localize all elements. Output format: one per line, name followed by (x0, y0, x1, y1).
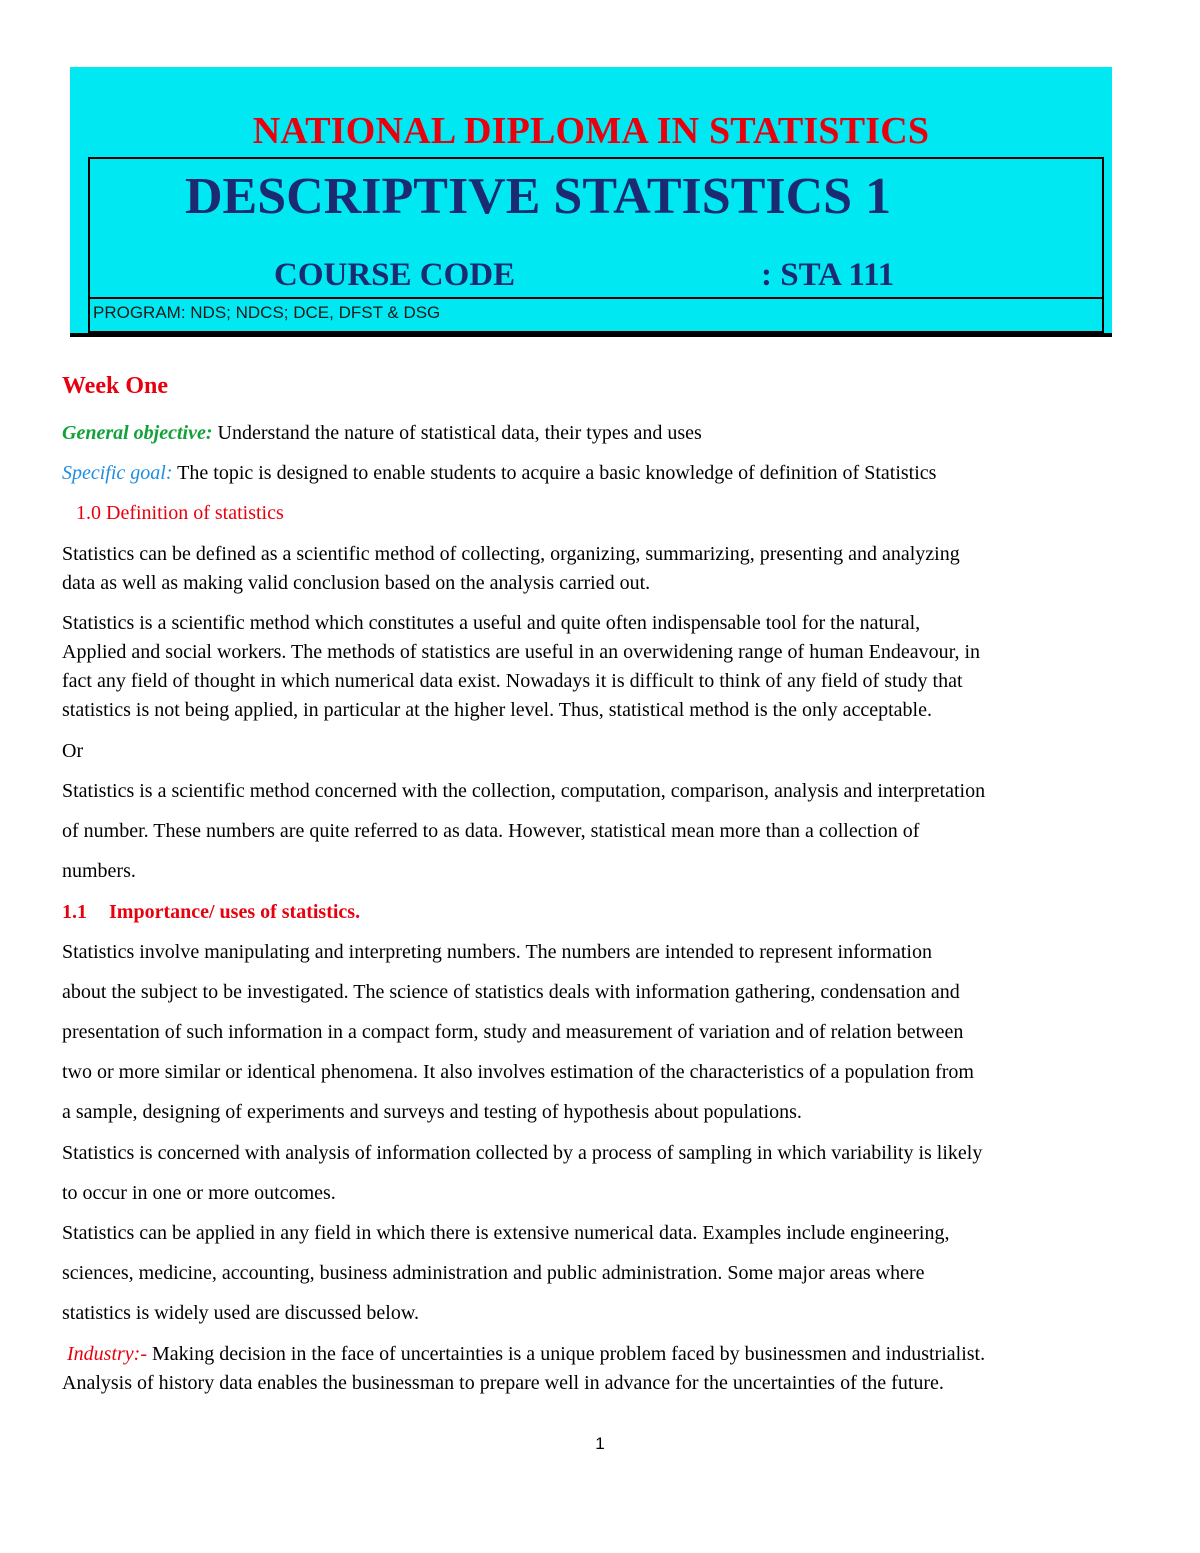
importance-line: about the subject to be investigated. The science of statistics deals with information gathering, condensation and (62, 981, 960, 1003)
industry-paragraph (67, 1340, 1157, 1369)
program-title: NATIONAL DIPLOMA IN STATISTICS (252, 110, 930, 152)
general-objective-label: General objective: (62, 422, 213, 444)
general-objective-text: Understand the nature of statistical data, their types and uses (212, 422, 702, 444)
specific-goal-label: Specific goal: (62, 462, 173, 484)
section-heading-1-0: 1.0 Definition of statistics (76, 502, 284, 524)
importance-line: Statistics is concerned with analysis of information collected by a process of sampling in which variability is likely (62, 1142, 983, 1164)
industry-line-2: Analysis of history data enables the businessman to prepare well in advance for the uncertainties of the future. (62, 1372, 944, 1394)
program-line: PROGRAM: NDS; NDCS; DCE, DFST & DSG (93, 303, 441, 322)
section-title: Importance/ uses of statistics. (109, 901, 361, 923)
importance-line: Statistics involve manipulating and interpreting numbers. The numbers are intended to represent information (62, 941, 932, 963)
definition-line: fact any field of thought in which numerical data exist. Nowadays it is difficult to think of any field of study that (62, 670, 963, 692)
banner-underline (70, 333, 1112, 337)
industry-label: Industry:- (67, 1343, 147, 1365)
page-number: 1 (595, 1434, 605, 1453)
section-heading-1-1 (62, 898, 1152, 927)
importance-line: sciences, medicine, accounting, business administration and public administration. Some major areas where (62, 1262, 925, 1284)
definition-line: of number. These numbers are quite referred to as data. However, statistical mean more than a collection of (62, 820, 920, 842)
course-title-box (88, 157, 1104, 299)
importance-line: to occur in one or more outcomes. (62, 1182, 336, 1204)
program-box (88, 299, 1104, 333)
specific-goal (62, 459, 1152, 488)
importance-line: presentation of such information in a compact form, study and measurement of variation and of relation between (62, 1021, 964, 1043)
importance-line: two or more similar or identical phenomena. It also involves estimation of the characteristics of a population from (62, 1061, 974, 1083)
title-banner (70, 67, 1112, 335)
course-code-label: COURSE CODE (274, 257, 516, 293)
specific-goal-text: The topic is designed to enable students to acquire a basic knowledge of definition of Statistics (172, 462, 937, 484)
course-code-value: : STA 111 (761, 257, 895, 293)
course-title: DESCRIPTIVE STATISTICS 1 (185, 168, 892, 225)
definition-line: numbers. (62, 860, 136, 882)
definition-line: Statistics is a scientific method concerned with the collection, computation, comparison, analysis and interpretation (62, 780, 986, 802)
general-objective (62, 419, 1152, 448)
importance-line: statistics is widely used are discussed below. (62, 1302, 419, 1324)
importance-line: a sample, designing of experiments and surveys and testing of hypothesis about populations. (62, 1101, 802, 1123)
definition-line: Or (62, 740, 84, 762)
industry-text: Making decision in the face of uncertainties is a unique problem faced by businessmen and industrialist. (146, 1343, 986, 1365)
importance-line: Statistics can be applied in any field in which there is extensive numerical data. Examples include engineering, (62, 1222, 950, 1244)
definition-line: Statistics is a scientific method which constitutes a useful and quite often indispensable tool for the natural, (62, 612, 921, 634)
definition-line: Statistics can be defined as a scientific method of collecting, organizing, summarizing, presenting and analyzing (62, 543, 960, 565)
week-title: Week One (62, 373, 168, 399)
definition-line: data as well as making valid conclusion based on the analysis carried out. (62, 572, 651, 594)
definition-line: statistics is not being applied, in particular at the higher level. Thus, statistical method is the only acceptable. (62, 699, 932, 721)
definition-line: Applied and social workers. The methods of statistics are useful in an overwidening range of human Endeavour, in (62, 641, 981, 663)
section-number: 1.1 (62, 901, 87, 923)
